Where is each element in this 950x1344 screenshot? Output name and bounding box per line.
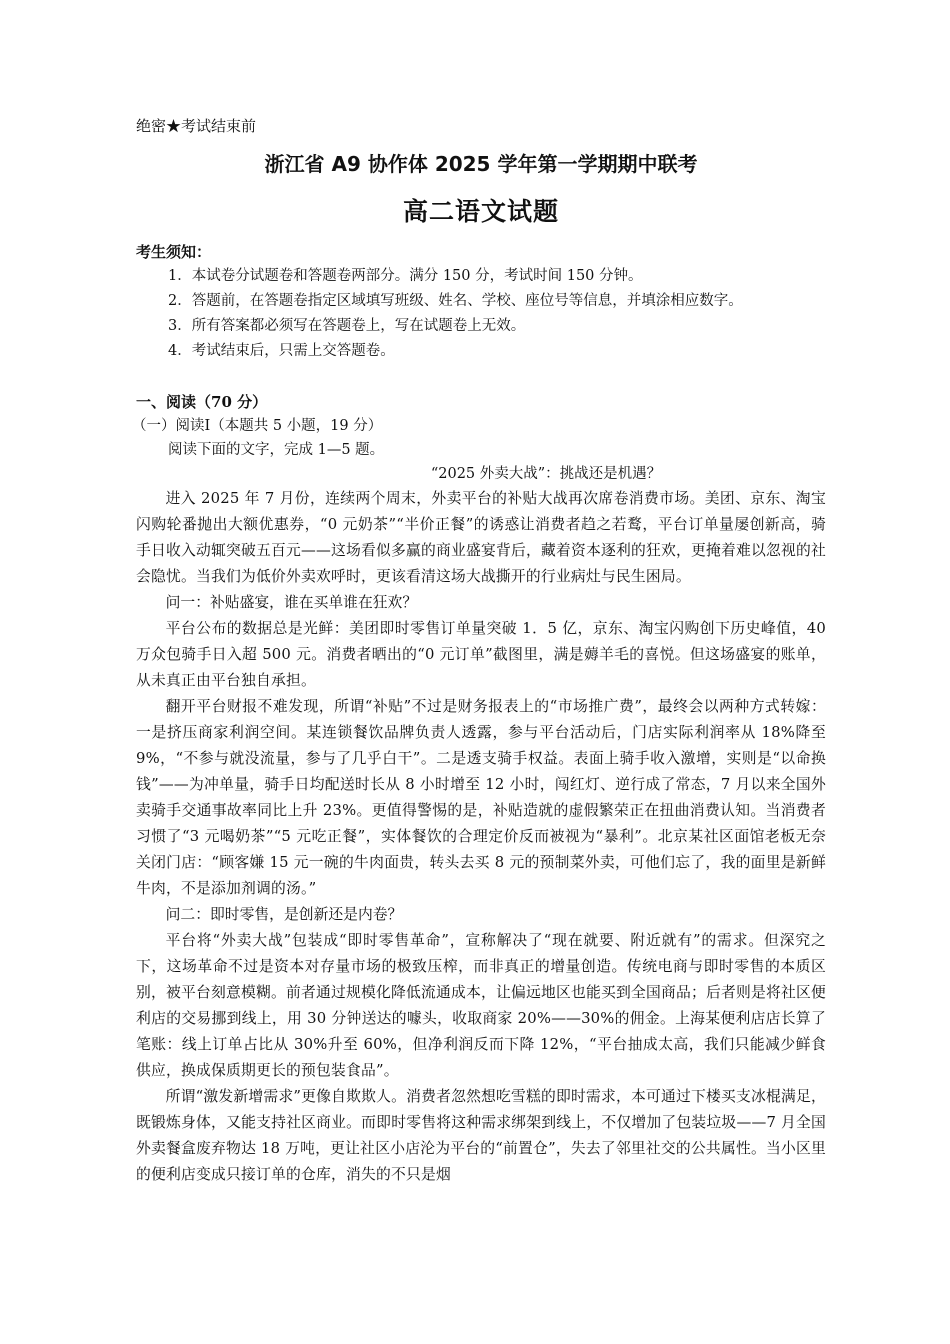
notice-item: 3．所有答案都必须写在答题卷上，写在试题卷上无效。: [168, 318, 526, 334]
article-paragraph: 平台将“外卖大战”包装成“即时零售革命”，宣称解决了“现在就要、附近就有”的需求。但深究之下，这场革命不过是资本对存量市场的极致压榨，而非真正的增量创造。传统电商与即时零售的本质区别，被平台刻意模糊。前者通过规模化降低流通成本，让偏远地区也能买到全国商品；后者则是将社区便利店的交易挪到线上，用 30 分钟送达的噱头，收取商家 20%——30%的佣金。上海某便利店店长算了笔账：线上订单占比从 30%升至 60%，但净利润反而下降 12%，“平台抽成太高，我们只能减少鲜食供应，换成保质期更长的预包装食品”。: [136, 932, 826, 1079]
notice-item: 1．本试卷分试题卷和答题卷两部分。满分 150 分，考试时间 150 分钟。: [168, 268, 643, 284]
section-heading: 一、阅读（70 分）: [136, 393, 268, 411]
article-title: “2025 外卖大战”：挑战还是机遇？: [430, 466, 662, 482]
article-question: 问二：即时零售，是创新还是内卷？: [165, 906, 403, 923]
exam-subtitle: 高二语文试题: [402, 197, 559, 226]
subsection-heading: （一）阅读Ⅰ（本题共 5 小题，19 分）: [132, 418, 383, 434]
article-question: 问一：补贴盛宴，谁在买单谁在狂欢？: [165, 594, 418, 611]
notice-heading: 考生须知：: [136, 243, 212, 261]
notice-item: 2．答题前，在答题卷指定区域填写班级、姓名、学校、座位号等信息，并填涂相应数字。: [168, 293, 743, 309]
article-paragraph: 所谓“激发新增需求”更像自欺欺人。消费者忽然想吃雪糕的即时需求，本可通过下楼买支冰棍满足，既锻炼身体，又能支持社区商业。而即时零售将这种需求绑架到线上，不仅增加了包装垃圾——7 月全国外卖餐盒废弃物达 18 万吨，更让社区小店沦为平台的“前置仓”，失去了邻里社交的公共属性。当小区里的便利店变成只接订单的仓库，消失的不只是烟: [136, 1088, 826, 1183]
article-paragraph: 进入 2025 年 7 月份，连续两个周末，外卖平台的补贴大战再次席卷消费市场。美团、京东、淘宝闪购轮番抛出大额优惠券，“0 元奶茶”“半价正餐”的诱惑让消费者趋之若鹜，平台订单量屡创新高，骑手日收入动辄突破五百元——这场看似多赢的商业盛宴背后，藏着资本逐利的狂欢，更掩着难以忽视的社会隐忧。当我们为低价外卖欢呼时，更该看清这场大战撕开的行业病灶与民生困局。: [136, 490, 826, 585]
exam-title: 浙江省 A9 协作体 2025 学年第一学期期中联考: [264, 152, 698, 176]
article-paragraph: 平台公布的数据总是光鲜：美团即时零售订单量突破 1．5 亿，京东、淘宝闪购创下历史峰值，40 万众包骑手日入超 500 元。消费者晒出的“0 元订单”截图里，满是薅羊毛的喜悦。但这场盛宴的账单，从未真正由平台独自承担。: [136, 620, 826, 689]
exam-page: [132, 116, 827, 1188]
article-paragraph: 翻开平台财报不难发现，所谓“补贴”不过是财务报表上的“市场推广费”，最终会以两种方式转嫁：一是挤压商家利润空间。某连锁餐饮品牌负责人透露，参与平台活动后，门店实际利润率从 18%降至 9%，“不参与就没流量，参与了几乎白干”。二是透支骑手权益。表面上骑手收入激增，实则是“以命换钱”——为冲单量，骑手日均配送时长从 8 小时增至 12 小时，闯红灯、逆行成了常态，7 月以来全国外卖骑手交通事故率同比上升 23%。更值得警惕的是，补贴造就的虚假繁荣正在扭曲消费认知。当消费者习惯了“3 元喝奶茶”“5 元吃正餐”，实体餐饮的合理定价反而被视为“暴利”。北京某社区面馆老板无奈关闭门店：“顾客嫌 15 元一碗的牛肉面贵，转头去买 8 元的预制菜外卖，可他们忘了，我的面里是新鲜牛肉，不是添加剂调的汤。”: [136, 698, 827, 897]
confidential-label: 绝密★考试结束前: [136, 117, 257, 135]
notice-item: 4．考试结束后，只需上交答题卷。: [168, 343, 395, 359]
reading-instruction: 阅读下面的文字，完成 1—5 题。: [168, 442, 385, 458]
